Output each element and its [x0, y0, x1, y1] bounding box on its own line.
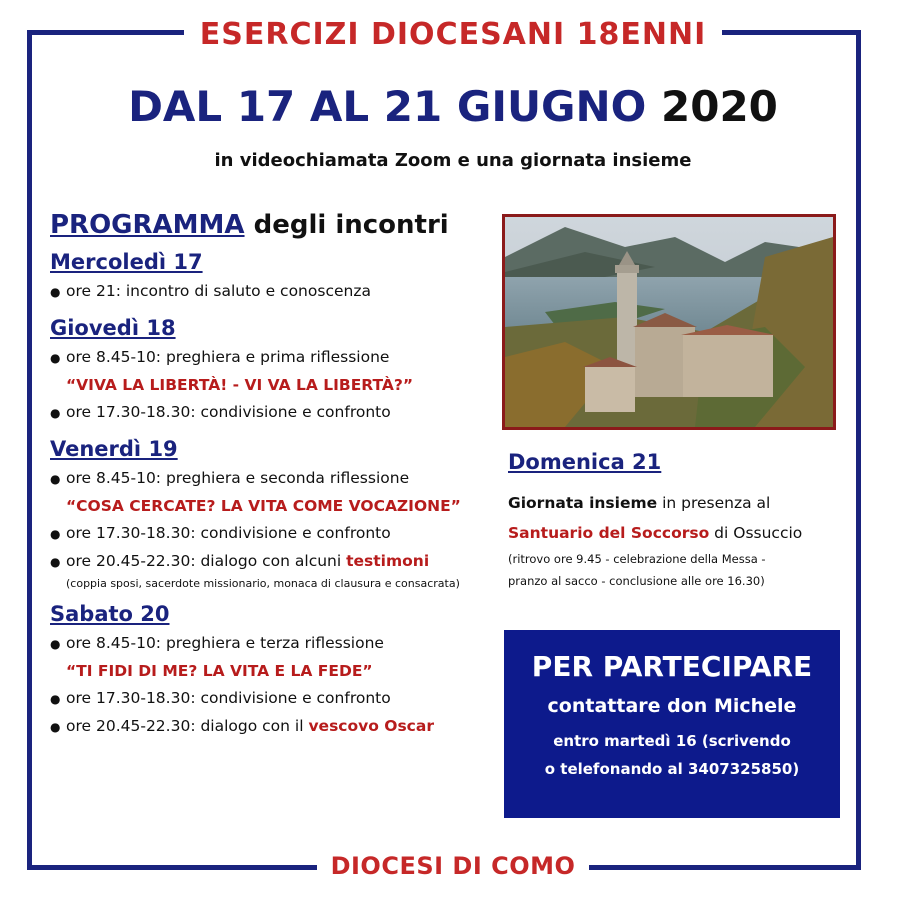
sunday-note-1: (ritrovo ore 9.45 - celebrazione della Messa -: [508, 552, 766, 566]
program-item: ● ore 8.45-10: preghiera e prima riflessione: [50, 344, 490, 372]
sunday-line-1: Giornata insieme in presenza al: [508, 494, 771, 512]
year-text: 2020: [661, 82, 778, 131]
participation-box: [504, 630, 840, 818]
day-title-domenica: Domenica 21: [508, 450, 662, 474]
sanctuary-photo: [502, 214, 836, 430]
item-note: (coppia sposi, sacerdote missionario, monaca di clausura e consacrata): [66, 577, 460, 590]
cta-line-2: o telefonando al 3407325850): [544, 760, 800, 778]
footer-title: [0, 852, 906, 880]
program-item: ● ore 8.45-10: preghiera e seconda riflessione: [50, 465, 490, 493]
place-name: Santuario del Soccorso: [508, 524, 710, 542]
header-title: [0, 17, 906, 52]
program-item: ● ore 20.45-22.30: dialogo con alcuni testimoni: [50, 548, 490, 576]
cta-line-1: entro martedì 16 (scrivendo: [553, 732, 791, 750]
bullet-icon: ●: [50, 720, 61, 734]
bullet-icon: ●: [50, 692, 61, 706]
sunday-section: [508, 450, 838, 592]
dates-text: DAL 17 AL 21 GIUGNO: [128, 82, 647, 131]
program-item: ● ore 20.45-22.30: dialogo con il vescovo Oscar: [50, 713, 490, 741]
bullet-icon: ●: [50, 555, 61, 569]
day-title-sabato: Sabato 20: [50, 602, 170, 626]
program-item: ● ore 17.30-18.30: condivisione e confronto: [50, 685, 490, 713]
reflection-quote: “VIVA LA LIBERTÀ! - VI VA LA LIBERTÀ?”: [66, 376, 414, 394]
program-item: ● ore 8.45-10: preghiera e terza riflessione: [50, 630, 490, 658]
bullet-icon: ●: [50, 285, 61, 299]
sunday-line-2: Santuario del Soccorso di Ossuccio: [508, 524, 803, 542]
bullet-icon: ●: [50, 527, 61, 541]
program-item: ● ore 17.30-18.30: condivisione e confronto: [50, 399, 490, 427]
footer-title-text: DIOCESI DI COMO: [317, 852, 590, 880]
bullet-icon: ●: [50, 472, 61, 486]
bullet-icon: ●: [50, 351, 61, 365]
day-title-giovedi: Giovedì 18: [50, 316, 176, 340]
sunday-note-2: pranzo al sacco - conclusione alle ore 16.30): [508, 574, 765, 588]
cta-title: PER PARTECIPARE: [531, 650, 813, 683]
program-section: [50, 210, 490, 741]
event-dates: [0, 82, 906, 131]
day-title-mercoledi: Mercoledì 17: [50, 250, 203, 274]
highlight-text: testimoni: [346, 552, 430, 570]
highlight-text: vescovo Oscar: [308, 717, 434, 735]
bullet-icon: ●: [50, 406, 61, 420]
program-title: PROGRAMMA degli incontri: [50, 210, 449, 240]
header-title-text: ESERCIZI DIOCESANI 18ENNI: [184, 17, 722, 52]
day-title-venerdi: Venerdì 19: [50, 437, 178, 461]
reflection-quote: “COSA CERCATE? LA VITA COME VOCAZIONE”: [66, 497, 461, 515]
reflection-quote: “TI FIDI DI ME? LA VITA E LA FEDE”: [66, 662, 373, 680]
program-item: ● ore 17.30-18.30: condivisione e confronto: [50, 520, 490, 548]
cta-subtitle: contattare don Michele: [547, 695, 797, 717]
program-item: ● ore 21: incontro di saluto e conoscenza: [50, 278, 490, 306]
bullet-icon: ●: [50, 637, 61, 651]
event-subtitle: in videochiamata Zoom e una giornata insieme: [214, 150, 692, 171]
